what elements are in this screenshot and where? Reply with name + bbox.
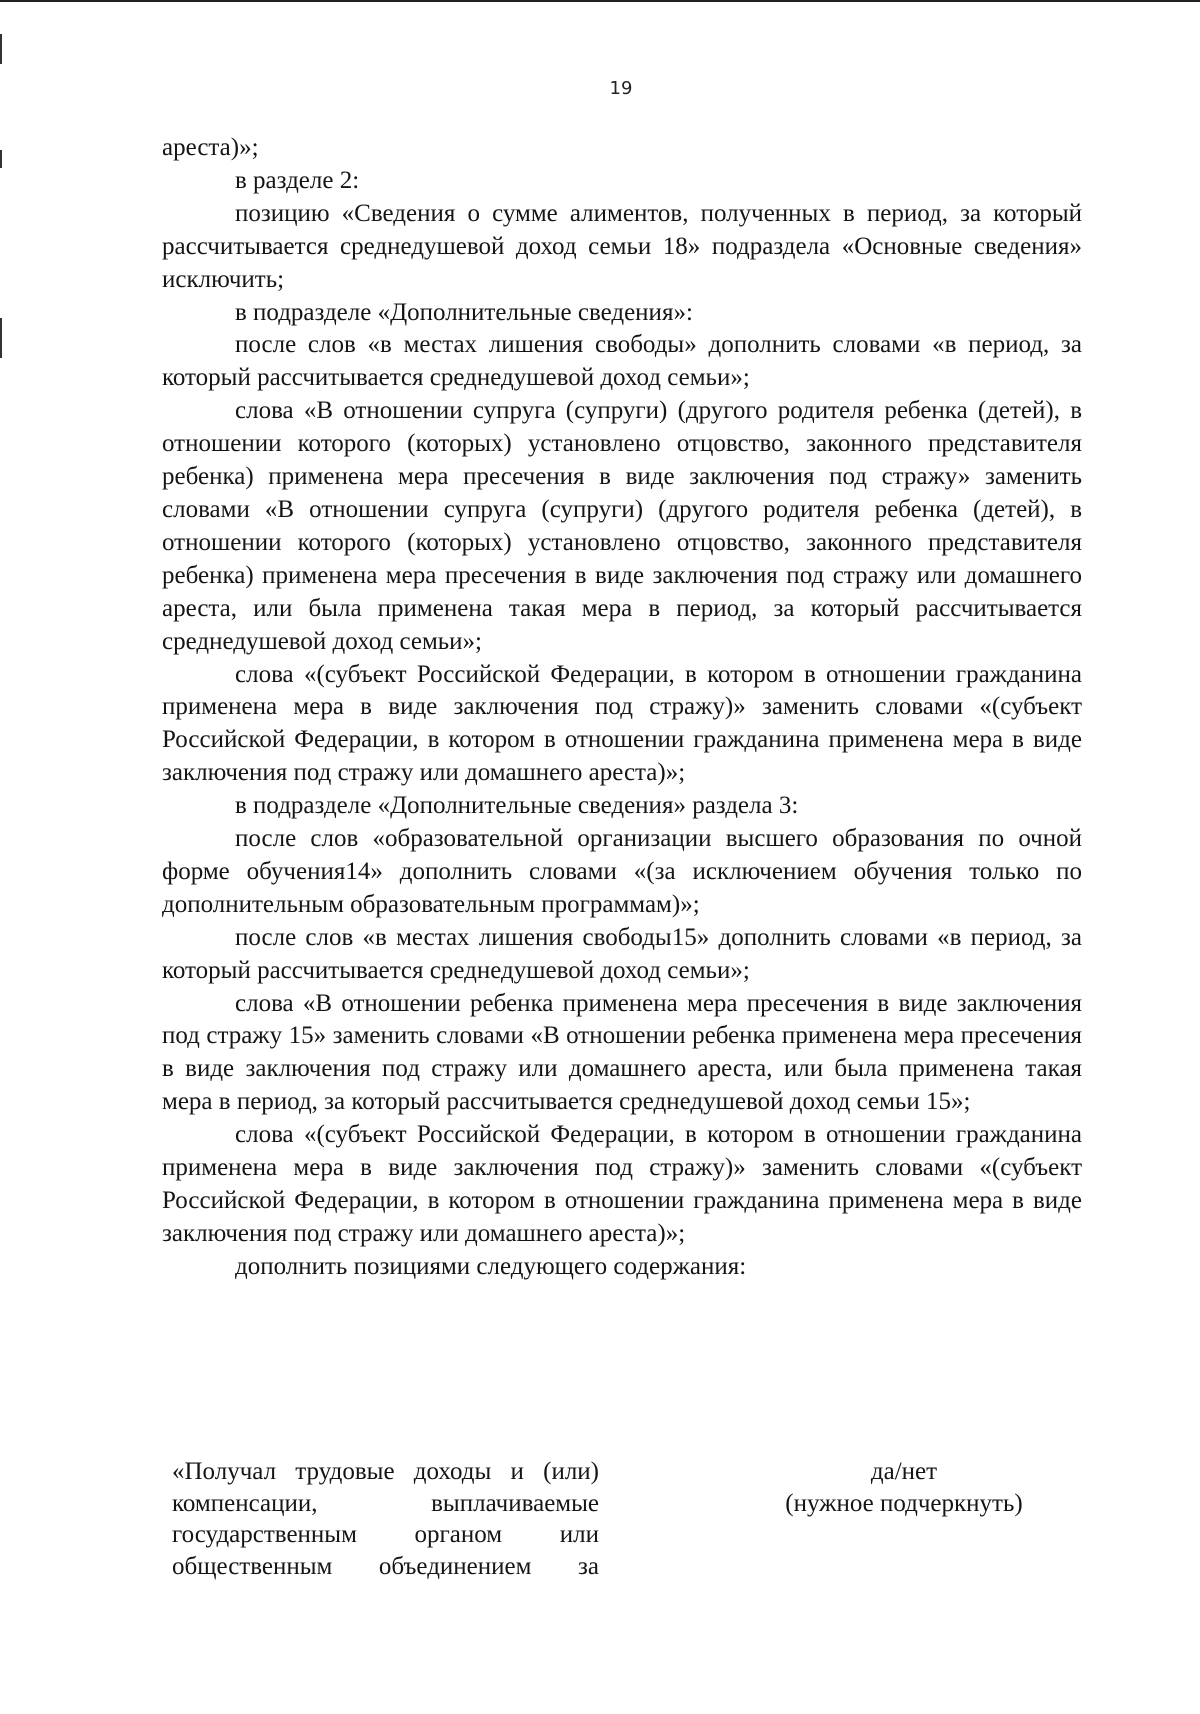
body-paragraph: в подразделе «Дополнительные сведения»: (235, 298, 693, 326)
body-paragraph: слова «(субъект Российской Федерации, в котором в отношении гражданина применена мера в виде заключения под стражу)» заменить словами «(субъект Российской Федерации, в котором в отношении гражданина применена мера в виде заключения под стражу или домашнего ареста)»; (162, 660, 1082, 787)
body-paragraph: после слов «в местах лишения свободы15» дополнить словами «в период, за который рассчитывается среднедушевой доход семьи»; (162, 923, 1082, 984)
body-paragraph: слова «(субъект Российской Федерации, в котором в отношении гражданина применена мера в виде заключения под стражу)» заменить словами «(субъект Российской Федерации, в котором в отношении гражданина применена мера в виде заключения под стражу или домашнего ареста)»; (162, 1121, 1082, 1247)
body-paragraph: в разделе 2: (235, 166, 360, 194)
document-body (162, 132, 1082, 1284)
scan-top-border (0, 0, 1200, 2)
scan-margin-mark (0, 318, 2, 358)
scan-margin-mark (0, 34, 2, 64)
body-paragraph: позицию «Сведения о сумме алиментов, полученных в период, за который рассчитывается среднедушевой доход семьи 18» подраздела «Основные сведения» исключить; (162, 199, 1082, 293)
table-position-text: «Получал трудовые доходы и (или) компенсации, выплачиваемые государственным органом или общественным объединением за (172, 1458, 599, 1580)
answer-instruction: (нужное подчеркнуть) (785, 1489, 1023, 1517)
body-paragraph: ареста)»; (162, 134, 259, 161)
body-paragraph: в подразделе «Дополнительные сведения» раздела 3: (235, 792, 799, 820)
body-paragraph: дополнить позициями следующего содержания: (235, 1252, 747, 1280)
page-number: 19 (609, 78, 633, 99)
table-answer-cell (734, 1456, 1074, 1519)
body-paragraph: после слов «в местах лишения свободы» дополнить словами «в период, за который рассчитывается среднедушевой доход семьи»; (162, 331, 1082, 392)
answer-options: да/нет (870, 1458, 938, 1485)
scan-margin-mark (0, 150, 2, 168)
body-paragraph: после слов «образовательной организации высшего образования по очной форме обучения14» дополнить словами «(за исключением обучения только по дополнительным образовательным программам)»; (162, 825, 1082, 918)
body-paragraph: слова «В отношении супруга (супруги) (другого родителя ребенка (детей), в отношении которого (которых) установлено отцовство, законного представителя ребенка) применена мера пресечения в виде заключения под стражу» заменить словами «В отношении супруга (супруги) (другого родителя ребенка (детей), в отношении которого (которых) установлено отцовство, законного представителя ребенка) применена мера пресечения в виде заключения под стражу или домашнего ареста, или была применена такая мера в период, за который рассчитывается среднедушевой доход семьи»; (162, 397, 1082, 655)
body-paragraph: слова «В отношении ребенка применена мера пресечения в виде заключения под стражу 15» заменить словами «В отношении ребенка применена мера пресечения в виде заключения под стражу или домашнего ареста, или была применена такая мера в период, за который рассчитывается среднедушевой доход семьи 15»; (162, 989, 1082, 1116)
